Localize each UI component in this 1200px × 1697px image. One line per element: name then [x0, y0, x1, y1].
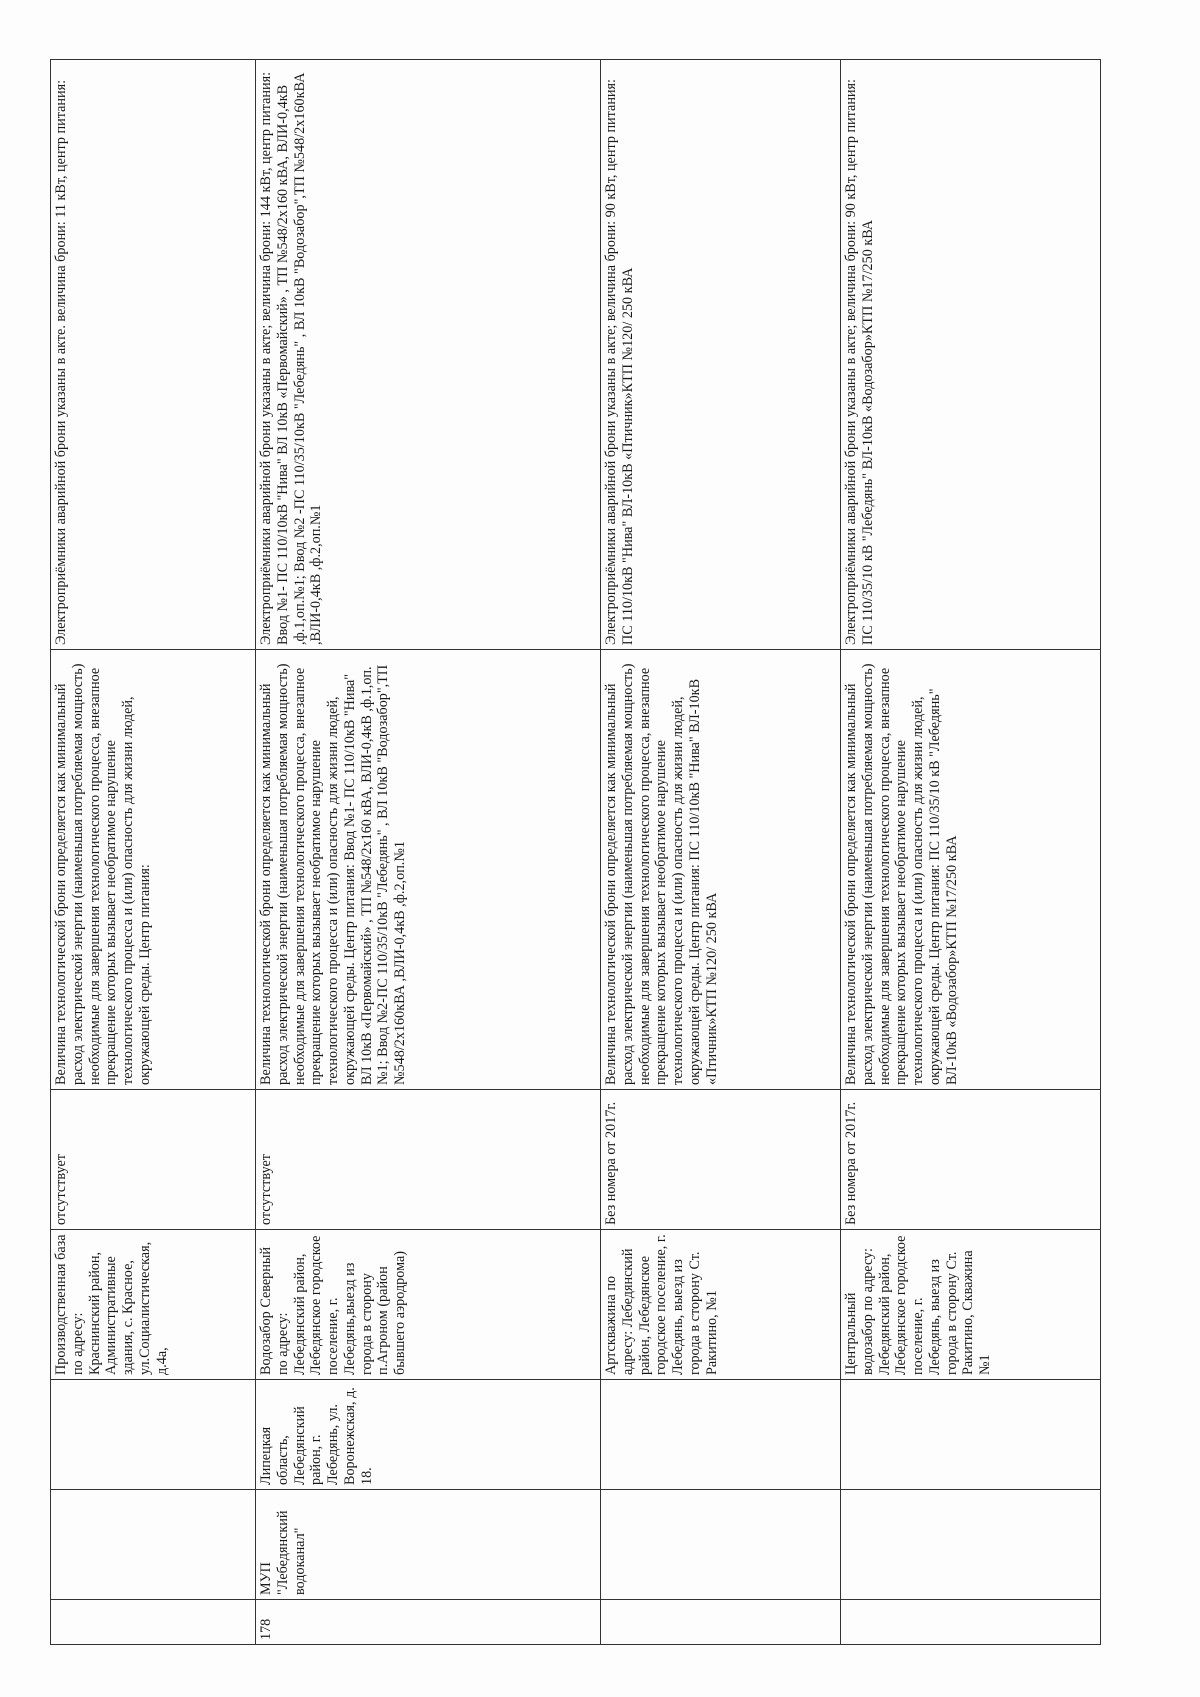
reserve-table [50, 59, 1101, 1645]
cell-document: отсутствует [256, 1090, 601, 1230]
table-row [256, 60, 601, 1645]
cell-organization [841, 1490, 1101, 1600]
cell-legal-address [51, 1380, 256, 1490]
cell-number [841, 1600, 1101, 1645]
cell-tech-reserve: Величина технологической брони определяется как минимальный расход электрической энергии (наименьшая потребляемая мощность) необходимые для завершения технологического процесса, внезапное прекращение которых вызывает необратимое нарушение технологического процесса и (или) опасность для жизни людей, окружающей среды. Центр питания: Ввод №1- ПС 110/10кВ "Нива" ВЛ 10кВ «Первомайский» , ТП №548/2х160 кВА, ВЛИ-0,4кВ ,ф.1,оп.№1; Ввод №2-ПС 110/35/10кВ "Лебедянь" , ВЛ 10кВ "Водозабор",ТП №548/2х160кВА ,ВЛИ-0,4кВ ,ф.2,оп.№1 [256, 650, 601, 1090]
cell-tech-reserve: Величина технологической брони определяется как минимальный расход электрической энергии (наименьшая потребляемая мощность) необходимые для завершения технологического процесса, внезапное прекращение которых вызывает необратимое нарушение технологического процесса и (или) опасность для жизни людей, окружающей среды. Центр питания: ПС 110/35/10 кВ "Лебедянь" ВЛ-10кВ «Водозабор»КТП №17/250 кВА [841, 650, 1101, 1090]
cell-document: Без номера от 2017г. [841, 1090, 1101, 1230]
table-row [601, 60, 841, 1645]
cell-organization [601, 1490, 841, 1600]
cell-object: Артскважина по адресу: Лебедянский район, Лебедянское городское поселение, г. Лебедянь, выезд из города в сторону Ст. Ракитино, №1 [601, 1230, 841, 1380]
table-row [841, 60, 1101, 1645]
cell-tech-reserve: Величина технологической брони определяется как минимальный расход электрической энергии (наименьшая потребляемая мощность) необходимые для завершения технологического процесса, внезапное прекращение которых вызывает необратимое нарушение технологического процесса и (или) опасность для жизни людей, окружающей среды. Центр питания: [51, 650, 256, 1090]
cell-object: Производственная база по адресу: Краснинский район, Административные здания, с. Красное, ул.Социалистическая, д.4а, [51, 1230, 256, 1380]
cell-object: Водозабор Северный по адресу: Лебедянский район, Лебедянское городское поселение, г. Лебедянь,выезд из города в сторону п.Агроном (район бывшего аэродрома) [256, 1230, 601, 1380]
cell-number [51, 1600, 256, 1645]
cell-number: 178 [256, 1600, 601, 1645]
cell-document: Без номера от 2017г. [601, 1090, 841, 1230]
cell-legal-address [601, 1380, 841, 1490]
cell-organization: МУП "Лебедянский водоканал" [256, 1490, 601, 1600]
table-row [51, 60, 256, 1645]
cell-document: отсутствует [51, 1090, 256, 1230]
cell-emergency-reserve: Электроприёмники аварийной брони указаны в акте; величина брони: 90 кВт, центр питания: ПС 110/10кВ "Нива" ВЛ-10кВ «Птичник»КТП №120/ 250 кВА [601, 60, 841, 650]
cell-object: Центральный водозабор по адресу: Лебедянский район, Лебедянское городское поселение, г. Лебедянь, выезд из города в сторону Ст. Ракитино, Скважина №1 [841, 1230, 1101, 1380]
cell-organization [51, 1490, 256, 1600]
cell-emergency-reserve: Электроприёмники аварийной брони указаны в акте; величина брони: 144 кВт, центр питания: Ввод №1- ПС 110/10кВ "Нива" ВЛ 10кВ «Первомайский» , ТП №548/2х160 кВА, ВЛИ-0,4кВ ,ф.1,оп.№1; Ввод №2 -ПС 110/35/10кВ "Лебедянь" , ВЛ 10кВ "Водозабор",ТП №548/2х160кВА ,ВЛИ-0,4кВ ,ф.2,оп.№1 [256, 60, 601, 650]
cell-legal-address: Липецкая область, Лебедянский район, г. Лебедянь, ул. Воронежская, д. 18. [256, 1380, 601, 1490]
cell-tech-reserve: Величина технологической брони определяется как минимальный расход электрической энергии (наименьшая потребляемая мощность) необходимые для завершения технологического процесса, внезапное прекращение которых вызывает необратимое нарушение технологического процесса и (или) опасность для жизни людей, окружающей среды. Центр питания: ПС 110/10кВ "Нива" ВЛ-10кВ «Птичник»КТП №120/ 250 кВА [601, 650, 841, 1090]
cell-number [601, 1600, 841, 1645]
cell-emergency-reserve: Электроприёмники аварийной брони указаны в акте; величина брони: 90 кВт, центр питания: ПС 110/35/10 кВ "Лебедянь" ВЛ-10кВ «Водозабор»КТП №17/250 кВА [841, 60, 1101, 650]
rotated-table-frame [50, 60, 1100, 1645]
cell-legal-address [841, 1380, 1101, 1490]
cell-emergency-reserve: Электроприёмники аварийной брони указаны в акте. величина брони: 11 кВт, центр питания: [51, 60, 256, 650]
